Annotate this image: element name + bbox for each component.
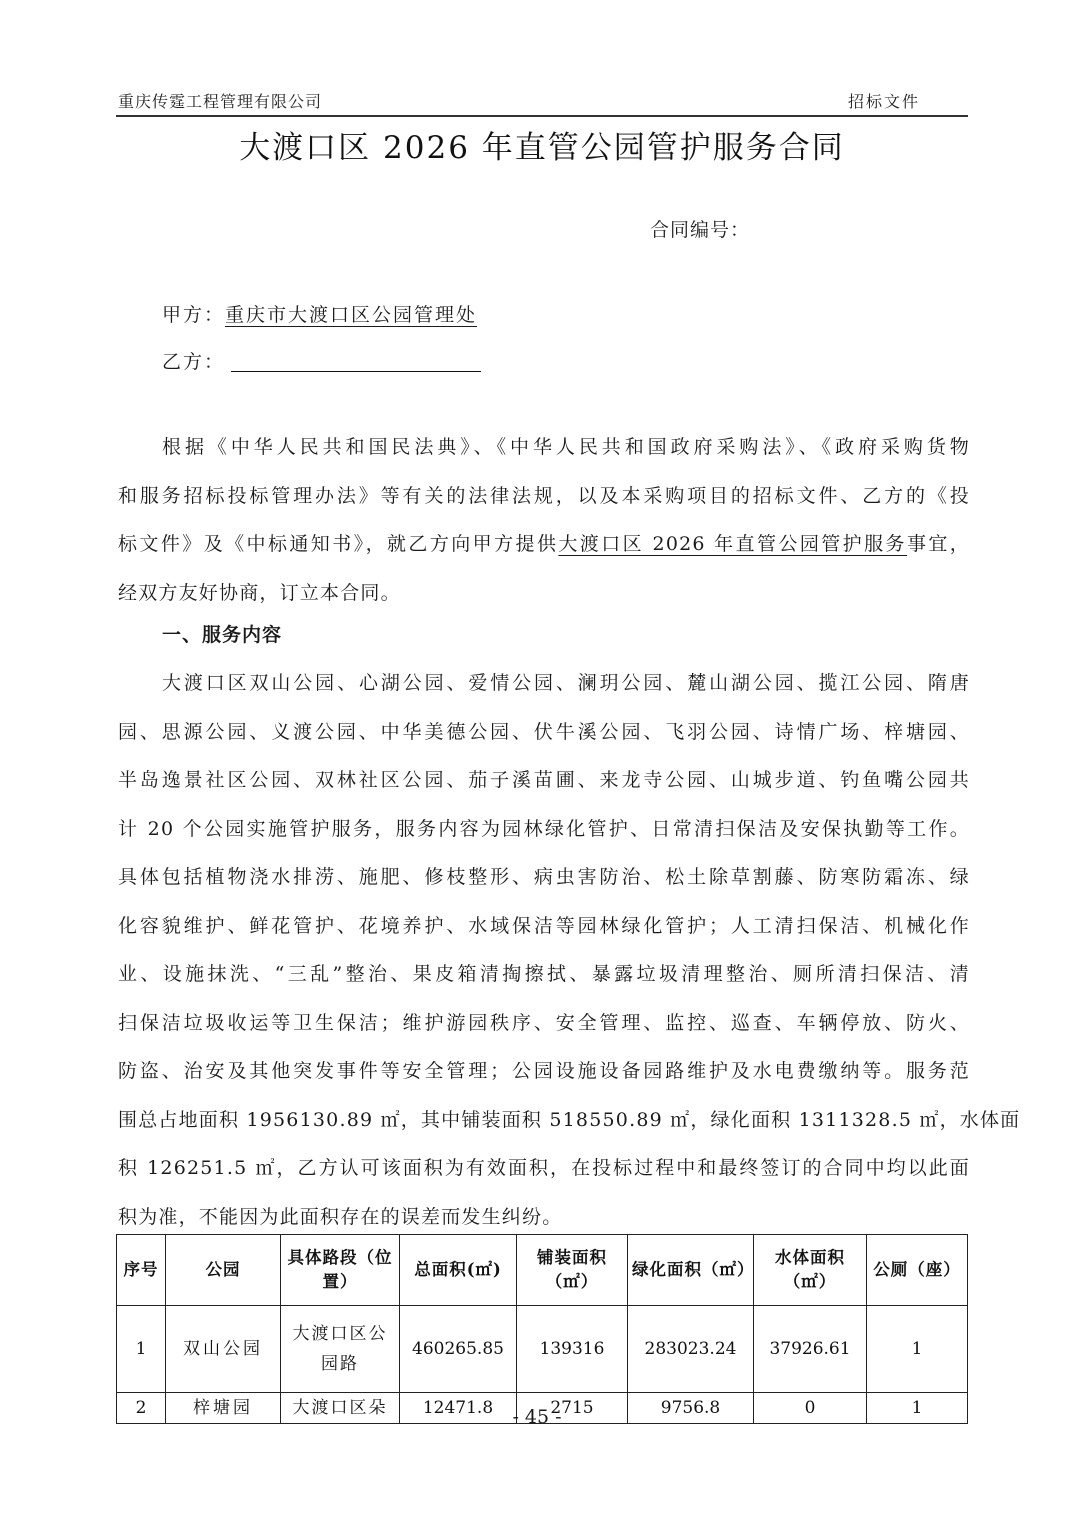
cell-green: 9756.8: [628, 1393, 754, 1424]
service-line: 半岛逸景社区公园、双林社区公园、茄子溪苗圃、来龙寺公园、山城步道、钓鱼嘴公园共: [118, 769, 970, 791]
cell-park: 梓塘园: [166, 1393, 281, 1424]
intro-paragraph: [118, 423, 970, 617]
service-line: 围总占地面积 1956130.89 ㎡，其中铺装面积 518550.89 ㎡，绿化面积 1311328.5 ㎡，水体面: [118, 1108, 1021, 1131]
party-a-label: 甲方：: [162, 304, 226, 326]
party-b-label: 乙方：: [162, 351, 226, 373]
party-b-blank-field: [231, 351, 481, 372]
cell-location: 大渡口区公园路: [281, 1306, 400, 1393]
service-line: 防盗、治安及其他突发事件等安全管理；公园设施设备园路维护及水电费缴纳等。服务范: [118, 1060, 970, 1082]
contract-number-label: 合同编号：: [650, 219, 751, 241]
header-location: 具体路段（位置）: [281, 1235, 400, 1306]
cell-park: 双山公园: [166, 1306, 281, 1393]
header-park: 公园: [166, 1235, 281, 1306]
page-number: - 45 -: [512, 1406, 562, 1428]
cell-water: 0: [754, 1393, 867, 1424]
intro-line-tail: 事宜，: [906, 533, 970, 555]
header-total-area: 总面积(㎡): [400, 1235, 517, 1306]
service-line: 业、设施抹洗、“三乱”整治、果皮箱清掏擦拭、暴露垃圾清理整治、厕所清扫保洁、清: [118, 963, 970, 985]
service-line: 园、思源公园、义渡公园、中华美德公园、伏牛溪公园、飞羽公园、诗情广场、梓塘园、: [118, 720, 970, 743]
header-company: 重庆传霆工程管理有限公司: [118, 92, 323, 111]
party-b: [162, 347, 481, 374]
cell-total: 12471.8: [400, 1393, 517, 1424]
header-paved-area: 铺装面积（㎡）: [517, 1235, 628, 1306]
service-line: 大渡口区双山公园、心湖公园、爱情公园、澜玥公园、麓山湖公园、揽江公园、隋唐: [162, 672, 970, 694]
parks-table: [116, 1234, 968, 1424]
service-line: 具体包括植物浇水排涝、施肥、修枝整形、病虫害防治、松土除草割藤、防寒防霜冻、绿: [118, 866, 970, 888]
cell-water: 37926.61: [754, 1306, 867, 1393]
table-header-row: [117, 1235, 968, 1306]
service-line: 扫保洁垃圾收运等卫生保洁；维护游园秩序、安全管理、监控、巡查、车辆停放、防火、: [118, 1011, 970, 1034]
cell-green: 283023.24: [628, 1306, 754, 1393]
section-heading-service-content: 一、服务内容: [162, 624, 283, 646]
service-line: 积为准，不能因为此面积存在的误差而发生纠纷。: [118, 1205, 563, 1228]
party-a-value: 重庆市大渡口区公园管理处: [225, 304, 478, 326]
cell-toilets: 1: [867, 1393, 968, 1424]
header-doc-type: 招标文件: [848, 92, 921, 111]
service-line: 化容貌维护、鲜花管护、花境养护、水域保洁等园林绿化管护；人工清扫保洁、机械化作: [118, 914, 970, 937]
contract-title: 大渡口区 2026 年直管公园管护服务合同: [239, 130, 845, 166]
cell-location: 大渡口区朵: [281, 1393, 400, 1424]
cell-toilets: 1: [867, 1306, 968, 1393]
party-a: [162, 300, 477, 327]
intro-line: [118, 520, 970, 569]
intro-line: 经双方友好协商，订立本合同。: [118, 581, 401, 604]
header-toilets: 公厕（座）: [867, 1235, 968, 1306]
table-row: [117, 1306, 968, 1393]
header-divider: [116, 115, 968, 117]
header-no: 序号: [117, 1235, 166, 1306]
cell-paved: 139316: [517, 1306, 628, 1393]
header-water-area: 水体面积（㎡）: [754, 1235, 867, 1306]
cell-paved: 2715: [517, 1393, 628, 1424]
intro-line: 根据《中华人民共和国民法典》、《中华人民共和国政府采购法》、《政府采购货物: [162, 436, 970, 458]
cell-no: 1: [117, 1306, 166, 1393]
service-line: 计 20 个公园实施管护服务，服务内容为园林绿化管护、日常清扫保洁及安保执勤等工作。: [118, 817, 970, 840]
intro-project-name: 大渡口区 2026 年直管公园管护服务: [558, 533, 907, 555]
cell-no: 2: [117, 1393, 166, 1424]
cell-total: 460265.85: [400, 1306, 517, 1393]
service-line: 积 126251.5 ㎡，乙方认可该面积为有效面积，在投标过程中和最终签订的合同中均以此面: [118, 1157, 970, 1179]
intro-line-text: 标文件》及《中标通知书》，就乙方向甲方提供: [118, 533, 559, 555]
service-content-paragraph: [118, 659, 1021, 1241]
intro-line: 和服务招标投标管理办法》等有关的法律法规，以及本采购项目的招标文件、乙方的《投: [118, 484, 970, 507]
header-green-area: 绿化面积（㎡）: [628, 1235, 754, 1306]
